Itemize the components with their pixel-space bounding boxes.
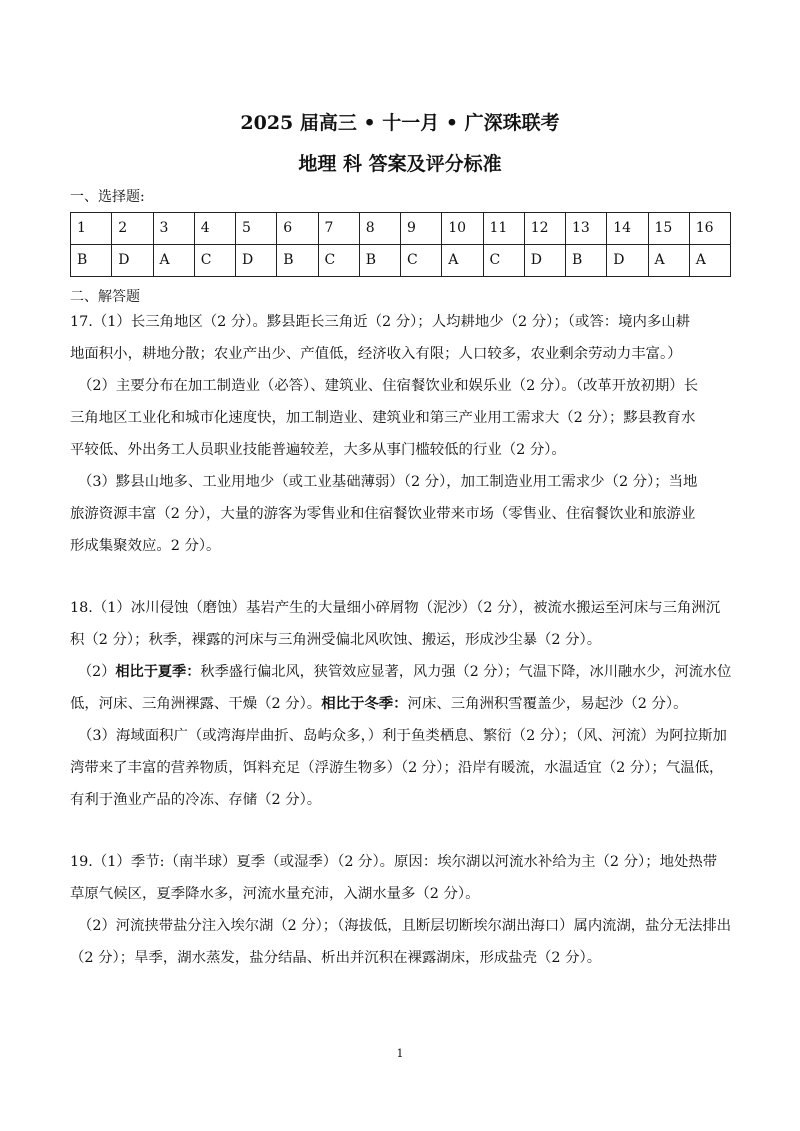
answer-letter-cell: B [277,245,318,277]
question-number-cell: 7 [318,213,359,245]
q19-p2-line1: （2）河流挟带盐分注入埃尔湖（2 分）；（海拔低，且断层切断埃尔湖出海口）属内流湖，盐分无法排出 [78,918,732,934]
q17-p2-line3: 平较低、外出务工人员职业技能普遍较差，大多从事门槛较低的行业（2 分）。 [70,442,566,458]
answer-table [70,212,731,277]
q18-p2-summer-text: 秋季盛行偏北风，狭管效应显著，风力强（2 分）；气温下降，冰川融水少，河流水位 [200,664,732,680]
answer-letter-cell: C [318,245,359,277]
page-number: 1 [396,1047,404,1060]
q18-p2-summer-label: 相比于夏季： [115,663,201,680]
question-number-cell: 12 [524,213,565,245]
question-number-cell: 16 [689,213,730,245]
section-heading-choice: 一、选择题: [70,189,145,205]
q18-p3-line2: 湾带来了丰富的营养物质，饵料充足（浮游生物多）（2 分）；沿岸有暖流，水温适宜（2 分）；气温低， [70,760,724,776]
answer-letter-cell: A [442,245,483,277]
q18-p2-winter-label: 相比于冬季： [321,695,408,712]
q18-p2-winter-text: 河床、三角洲积雪覆盖少，易起沙（2 分）。 [407,696,688,712]
q18-p2-prefix: （2） [78,664,116,680]
q18-p3-line3: 有利于渔业产品的冷冻、存储（2 分）。 [70,792,322,808]
answer-letter-cell: C [483,245,524,277]
question-number-cell: 3 [153,213,194,245]
question-number-cell: 11 [483,213,524,245]
q19-p2-line2: （2 分）；旱季，湖水蒸发，盐分结晶、析出并沉积在裸露湖床，形成盐壳（2 分）。 [70,950,602,966]
question-number-cell: 9 [401,213,442,245]
question-number-cell: 14 [607,213,648,245]
q19-p1-line2: 草原气候区，夏季降水多，河流水量充沛，入湖水量多（2 分）。 [70,886,480,902]
q17-p2-line1: （2）主要分布在加工制造业（必答）、建筑业、住宿餐饮业和娱乐业（2 分）。（改革开放初期）长 [78,378,699,394]
question-number-cell: 5 [236,213,277,245]
q18-p2-line2 [70,695,688,713]
question-number-cell: 15 [648,213,689,245]
q17-p1-line2: 地面积小，耕地分散；农业产出少、产值低，经济收入有限；人口较多，农业剩余劳动力丰富。） [70,346,682,362]
answer-letter-cell: B [359,245,400,277]
q19-p1-line1: 19.（1）季节:（南半球）夏季（或湿季）（2 分）。原因：埃尔湖以河流水补给为主（2 分）；地处热带 [70,854,718,870]
answer-letter-cell: A [648,245,689,277]
q18-p2-line2-text: 低，河床、三角洲裸露、干燥（2 分）。 [70,696,322,712]
answer-letter-cell: D [236,245,277,277]
q17-p2-line2: 三角地区工业化和城市化速度快，加工制造业、建筑业和第三产业用工需求大（2 分）；黟县教育水 [70,410,696,426]
q18-p1-line1: 18.（1）冰川侵蚀（磨蚀）基岩产生的大量细小碎屑物（泥沙）（2 分），被流水搬运至河床与三角洲沉 [70,600,721,616]
q18-p1-line2: 积（2 分）；秋季，裸露的河床与三角洲受偏北风吹蚀、搬运，形成沙尘暴（2 分）。 [70,632,602,648]
page-title: 2025 届高三 • 十一月 • 广深珠联考 [240,112,560,134]
answer-letter-cell: B [566,245,607,277]
question-number-cell: 13 [566,213,607,245]
question-number-cell: 10 [442,213,483,245]
answer-table-letter-row [71,245,731,277]
answer-letter-cell: B [71,245,112,277]
answer-table-number-row [71,213,731,245]
q17-p3-line3: 形成集聚效应。2 分）。 [70,538,221,554]
answer-letter-cell: C [194,245,235,277]
question-number-cell: 2 [112,213,153,245]
answer-letter-cell: D [112,245,153,277]
q18-p3-line1: （3）海域面积广（或湾海岸曲折、岛屿众多，）利于鱼类栖息、繁衍（2 分）；（风、河流）为阿拉斯加 [78,728,727,744]
question-number-cell: 6 [277,213,318,245]
question-number-cell: 8 [359,213,400,245]
answer-letter-cell: A [153,245,194,277]
answer-letter-cell: C [401,245,442,277]
q17-p3-line2: 旅游资源丰富（2 分），大量的游客为零售业和住宿餐饮业带来市场（零售业、住宿餐饮业和旅游业 [70,506,696,522]
answer-letter-cell: A [689,245,730,277]
section-heading-answers: 二、解答题 [70,289,140,305]
q17-p1-line1: 17.（1）长三角地区（2 分）。黟县距长三角近（2 分）；人均耕地少（2 分）；（或答：境内多山耕 [70,314,691,330]
page-subtitle: 地理 科 答案及评分标准 [298,153,502,175]
question-number-cell: 1 [71,213,112,245]
q18-p2-line1 [78,663,731,681]
q17-p3-line1: （3）黟县山地多、工业用地少（或工业基础薄弱）（2 分），加工制造业用工需求少（2 分）；当地 [78,474,698,490]
answer-letter-cell: D [524,245,565,277]
answer-letter-cell: D [607,245,648,277]
question-number-cell: 4 [194,213,235,245]
